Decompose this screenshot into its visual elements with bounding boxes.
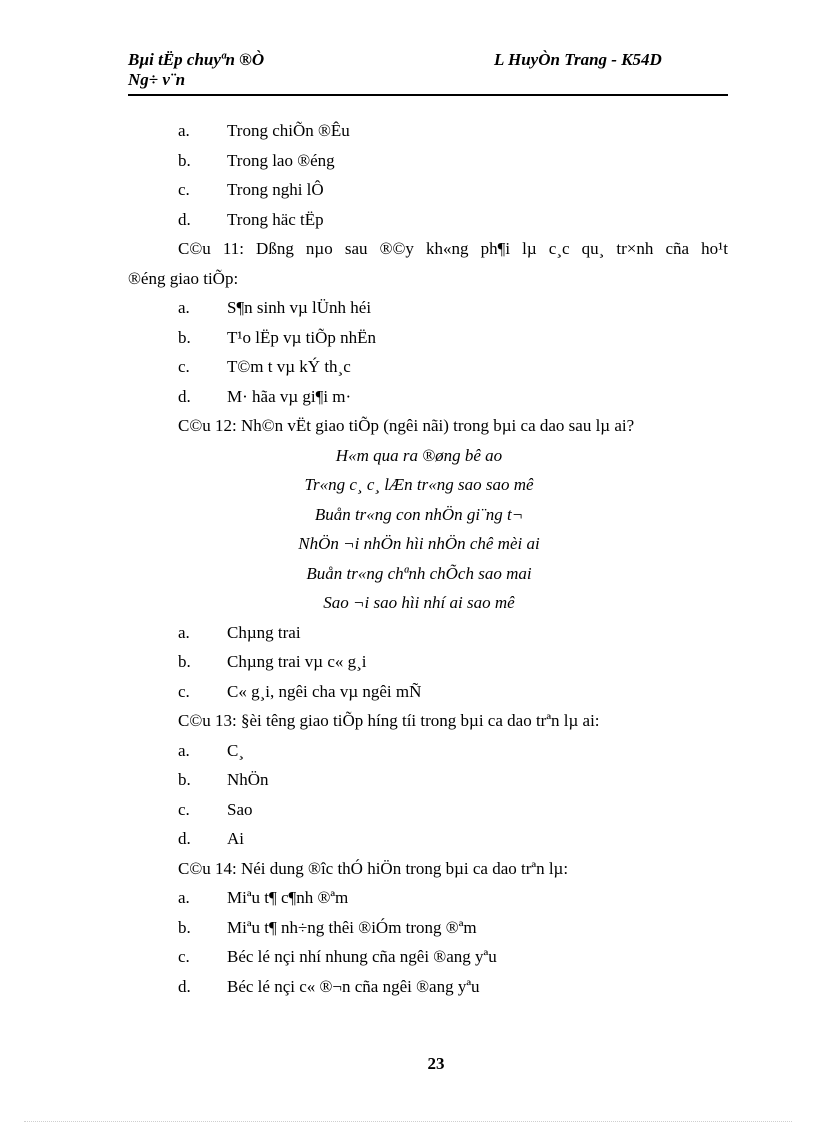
- option-text: Trong chiÕn ®Êu: [227, 121, 350, 140]
- option-text: Béc lé nçi c« ®¬n cña ngêi ®ang yªu: [227, 976, 480, 996]
- poem-line: NhÖn ¬i nhÖn hìi nhÖn chê mèi ai: [298, 534, 540, 553]
- option-letter: a.: [178, 121, 190, 140]
- option-text: Sao: [227, 799, 253, 819]
- question-14: C©u 14: Néi dung ®îc thÓ hiÖn trong bµi ca dao trªn lµ:: [178, 858, 569, 878]
- option-text: M· hãa vµ gi¶i m·: [227, 386, 352, 406]
- list-item: [0, 795, 816, 825]
- list-item: [0, 618, 816, 648]
- list-item: [0, 913, 816, 943]
- list-item: [0, 972, 816, 1002]
- list-item: [0, 736, 816, 766]
- option-letter: b.: [178, 327, 191, 347]
- option-text: T©m t vµ kÝ th¸c: [227, 357, 351, 376]
- option-letter: a.: [178, 622, 190, 642]
- option-letter: c.: [178, 357, 190, 376]
- option-text: NhÖn: [227, 770, 269, 789]
- question-11-line-1: C©u 11: Dßng nµo sau ®©y kh«ng ph¶i lµ c¸c qu¸ tr×nh cña ho¹t: [178, 239, 728, 258]
- option-text: Trong nghi lÔ: [227, 180, 324, 199]
- question-13: C©u 13: §èi têng giao tiÕp híng tíi trong bµi ca dao trªn lµ ai:: [178, 711, 600, 730]
- option-letter: a.: [178, 740, 190, 760]
- option-text: C« g¸i, ngêi cha vµ ngêi mÑ: [227, 681, 422, 701]
- option-letter: d.: [178, 209, 191, 229]
- list-item: [0, 824, 816, 854]
- option-letter: d.: [178, 386, 191, 406]
- list-item: [0, 293, 816, 323]
- list-item: [0, 382, 816, 412]
- question-11-line-2: ®éng giao tiÕp:: [128, 268, 239, 288]
- option-text: Chµng trai vµ c« g¸i: [227, 652, 367, 671]
- option-text: Chµng trai: [227, 622, 301, 642]
- option-letter: b.: [178, 917, 191, 937]
- list-item: [0, 146, 816, 176]
- option-letter: d.: [178, 976, 191, 996]
- list-item: [0, 942, 816, 972]
- option-letter: d.: [178, 829, 191, 848]
- option-text: Miªu t¶ c¶nh ®ªm: [227, 888, 349, 907]
- header-document-title: [128, 50, 264, 90]
- list-item: [0, 883, 816, 913]
- header-title-line-2: Ng÷ v¨n: [128, 70, 186, 89]
- option-letter: b.: [178, 150, 191, 170]
- option-letter: b.: [178, 770, 191, 789]
- header-title-line-1: Bµi tËp chuyªn ®Ò: [128, 50, 265, 69]
- option-text: Béc lé nçi nhí nhung cña ngêi ®ang yªu: [227, 947, 497, 966]
- document-body: [0, 116, 816, 1001]
- option-text: Ai: [227, 829, 244, 848]
- option-text: Trong häc tËp: [227, 209, 324, 229]
- page-number: 23: [427, 1054, 445, 1073]
- list-item: [0, 175, 816, 205]
- option-letter: c.: [178, 947, 190, 966]
- poem-line: Sao ¬i sao hìi nhí ai sao mê: [323, 593, 515, 612]
- list-item: [0, 323, 816, 353]
- option-text: Trong lao ®éng: [227, 150, 335, 170]
- poem-line: H«m qua ra ®øng bê ao: [335, 445, 503, 465]
- question-12: C©u 12: Nh©n vËt giao tiÕp (ngêi nãi) trong bµi ca dao sau lµ ai?: [178, 416, 635, 435]
- option-letter: a.: [178, 888, 190, 907]
- option-text: S¶n sinh vµ lÜnh héi: [227, 298, 372, 317]
- option-text: T¹o lËp vµ tiÕp nhËn: [227, 327, 376, 347]
- option-text: C¸: [227, 740, 244, 760]
- option-text: Miªu t¶ nh÷ng thêi ®iÓm trong ®ªm: [227, 917, 477, 937]
- list-item: [0, 765, 816, 795]
- list-item: [0, 352, 816, 382]
- list-item: [0, 116, 816, 146]
- list-item: [0, 647, 816, 677]
- poem-line: Tr«ng c¸ c¸ lÆn tr«ng sao sao mê: [304, 475, 534, 494]
- option-letter: c.: [178, 180, 190, 199]
- page-bottom-divider: [24, 1121, 792, 1122]
- list-item: [0, 205, 816, 235]
- option-letter: a.: [178, 298, 190, 317]
- option-letter: b.: [178, 652, 191, 671]
- poem-line: Buån tr«ng chªnh chÕch sao mai: [306, 563, 532, 583]
- page-header: [128, 48, 728, 96]
- option-letter: c.: [178, 799, 190, 819]
- poem-line: Buån tr«ng con nhÖn gi¨ng t¬: [314, 504, 524, 524]
- header-author: L HuyÒn Trang - K54D: [494, 50, 662, 69]
- list-item: [0, 677, 816, 707]
- option-letter: c.: [178, 681, 190, 701]
